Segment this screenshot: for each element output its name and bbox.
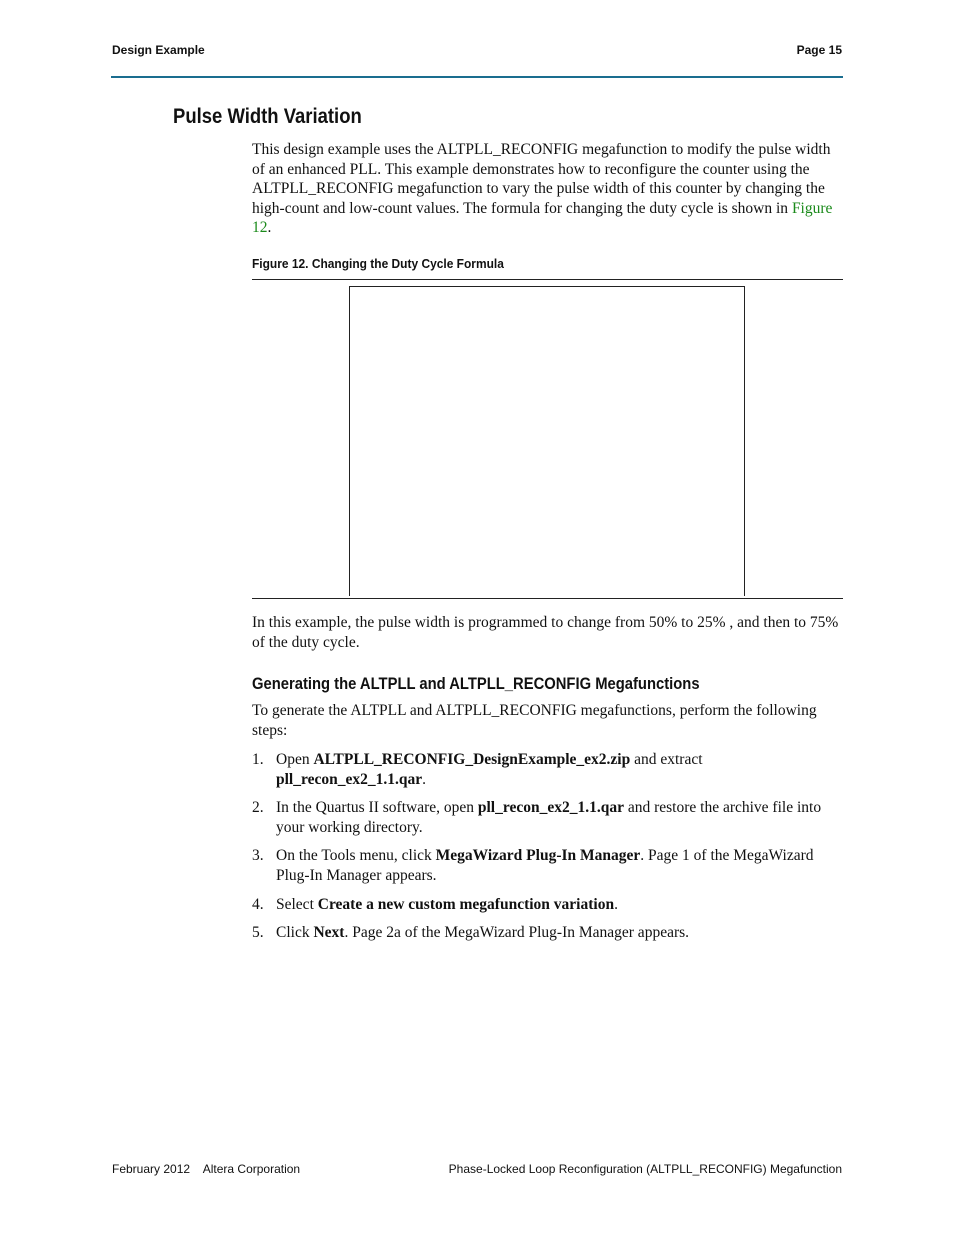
steps-list bbox=[252, 750, 844, 952]
list-item: 5. Click Next. Page 2a of the MegaWizard Plug-In Manager appears. bbox=[252, 924, 690, 942]
footer-date-company: February 2012 Altera Corporation bbox=[112, 1162, 301, 1176]
section-title: Pulse Width Variation bbox=[173, 105, 362, 128]
figure-12-link[interactable]: Figure 12 bbox=[252, 199, 833, 237]
list-item: 4. Select Create a new custom megafunction variation. bbox=[252, 895, 618, 913]
footer-document-title: Phase-Locked Loop Reconfiguration (ALTPLL_RECONFIG) Megafunction bbox=[448, 1162, 842, 1176]
subsection-title: Generating the ALTPLL and ALTPLL_RECONFIG Megafunctions bbox=[252, 674, 700, 693]
figure-caption: Figure 12. Changing the Duty Cycle Formula bbox=[252, 256, 504, 271]
list-item: 1. Open ALTPLL_RECONFIG_DesignExample_ex2.zip and extract pll_recon_ex2_1.1.qar. bbox=[252, 751, 703, 788]
intro-text: This design example uses the ALTPLL_RECONFIG megafunction to modify the pulse width of an enhanced PLL. This example demonstrates how to reconfigure the counter using the ALTPLL_RECONFIG megafunction to vary the pulse width of this counter by changing the high-count and low-count values. The formula for changing the duty cycle is shown in bbox=[252, 141, 831, 217]
figure-top-rule bbox=[252, 279, 843, 280]
figure-bottom-rule bbox=[252, 598, 843, 599]
figure-image-frame bbox=[349, 286, 745, 596]
intro-end: . bbox=[267, 219, 272, 237]
after-figure-paragraph: In this example, the pulse width is programmed to change from 50% to 25% , and then to 75% of the duty cycle. bbox=[252, 614, 839, 651]
header-section-title: Design Example bbox=[112, 43, 205, 57]
subsection-intro: To generate the ALTPLL and ALTPLL_RECONFIG megafunctions, perform the following steps: bbox=[252, 702, 817, 739]
header-page-number: Page 15 bbox=[796, 43, 842, 57]
list-item: 3. On the Tools menu, click MegaWizard Plug-In Manager. Page 1 of the MegaWizard Plug-In Manager appears. bbox=[252, 847, 814, 884]
header-divider bbox=[111, 76, 843, 78]
list-item: 2. In the Quartus II software, open pll_recon_ex2_1.1.qar and restore the archive file into your working directory. bbox=[252, 799, 822, 836]
intro-paragraph bbox=[252, 140, 844, 238]
